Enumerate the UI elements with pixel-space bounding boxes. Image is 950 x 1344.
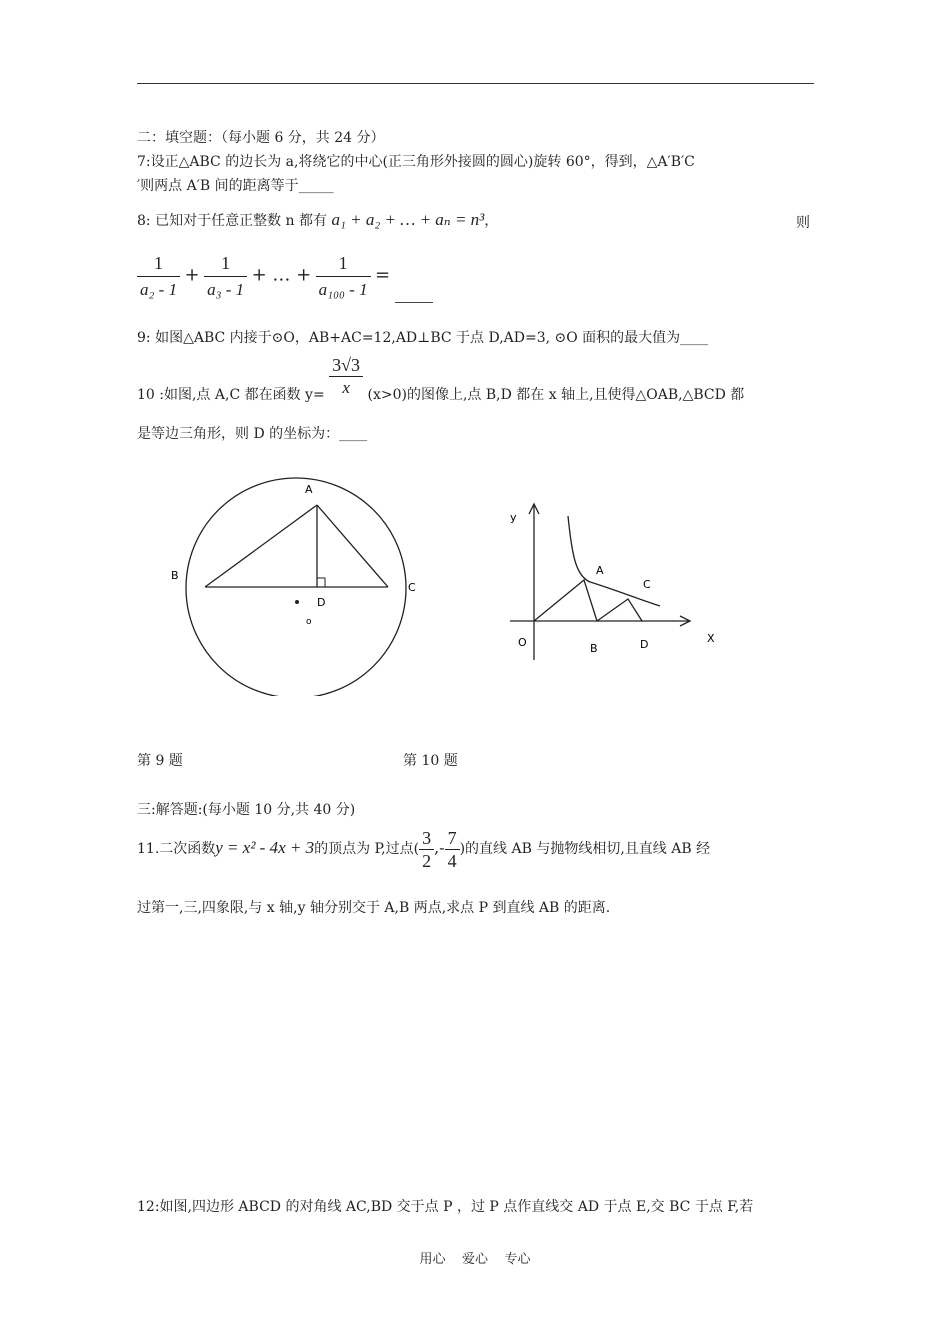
triangle-bcd [597,599,642,621]
q8-comma: ， [484,213,499,229]
q8-line [137,210,498,231]
label-o: o [306,617,312,627]
q10-suffix: (x>0)的图像上,点 B,D 都在 x 轴上,且使得△OAB,△BCD 都 [367,387,745,403]
q10-line2: 是等边三角形，则 D 的坐标为：____ [137,426,368,442]
label-c: C [408,581,416,594]
q8-then: 则 [796,215,810,231]
q7-line2: ′则两点 A′B 间的距离等于_____ [137,178,334,194]
center-dot [295,600,299,604]
q8-formula: a₁ + a₂ + … + aₙ = n³ [331,210,485,229]
label-d: D [640,638,649,651]
label-a: A [305,483,313,496]
q8-frac-2: $\frac{1}{\text{a₃ - 1}}$ [204,250,247,303]
q10-line1 [137,354,744,406]
q11-comma: ,- [434,838,445,857]
label-b: B [590,642,598,655]
label-b: B [171,569,179,582]
label-o: O [518,636,527,649]
q11-suffix: )的直线 AB 与抛物线相切,且直线 AB 经 [459,841,711,857]
fig10-caption: 第 10 题 [403,753,458,769]
right-angle-mark [317,578,325,587]
section2-header: 二：填空题：（每小题 6 分，共 24 分） [137,130,385,146]
q12: 12:如图,四边形 ABCD 的对角线 AC,BD 交于点 P ，过 P 点作直线交 AD 于点 E,交 BC 于点 F,若 [137,1199,754,1215]
label-a: A [596,564,604,577]
q8-answer-blank [395,288,433,303]
section3-header: 三:解答题:(每小题 10 分,共 40 分) [137,802,356,818]
segment-ab [205,505,317,587]
label-d: D [317,596,326,609]
q8-sum-ops: + … + [251,264,312,286]
q10-prefix: 10 :如图,点 A,C 都在函数 y= [137,387,325,403]
figure-9 [160,476,430,696]
label-c: C [643,578,651,591]
q8-fraction-sum: $\frac{1}{\text{a₂ - 1}}$ + $\frac{1}{\text{a₃ - 1}}$ + … + $\frac{1}{\text{a₁₀₀ - 1}}$ = [137,250,433,303]
q8-frac-3: $\frac{1}{\text{a₁₀₀ - 1}}$ [316,250,371,303]
label-y: y [510,511,517,524]
fig9-caption: 第 9 题 [137,753,183,769]
q11-formula: y = x² - 4x + 3 [215,838,315,857]
page-footer: 用心 爱心 专心 [419,1252,531,1267]
q8-equals: = [375,264,391,286]
q11-mid: 的顶点为 P,过点( [314,841,420,857]
q7-line1: 7:设正△ABC 的边长为 a,将绕它的中心(正三角形外接圆的圆心)旋转 60°，得到，△A′B′C [137,154,695,170]
triangle-oab [534,580,597,621]
label-x: X [707,632,715,645]
figure-10 [500,496,730,666]
q8-frac-1: $\frac{1}{\text{a₂ - 1}}$ [137,250,180,303]
q11-line1 [137,826,710,872]
q11-frac-x: $\frac{3}{2}$ [419,827,434,872]
q9: 9: 如图△ABC 内接于⊙O，AB+AC=12,AD⊥BC 于点 D,AD=3, ⊙O 面积的最大值为____ [137,330,709,346]
hyperbola-curve [568,516,660,606]
q10-frac: $\frac{3√3}{x}$ [329,354,363,399]
segment-ac [317,505,388,587]
header-rule [137,83,814,84]
q8-prefix: 8: 已知对于任意正整数 n 都有 [137,213,327,229]
q11-prefix: 11.二次函数 [137,841,216,857]
q11-line2: 过第一,三,四象限,与 x 轴,y 轴分别交于 A,B 两点,求点 P 到直线 AB 的距离. [137,900,611,916]
q11-frac-y: $\frac{7}{4}$ [445,827,460,872]
